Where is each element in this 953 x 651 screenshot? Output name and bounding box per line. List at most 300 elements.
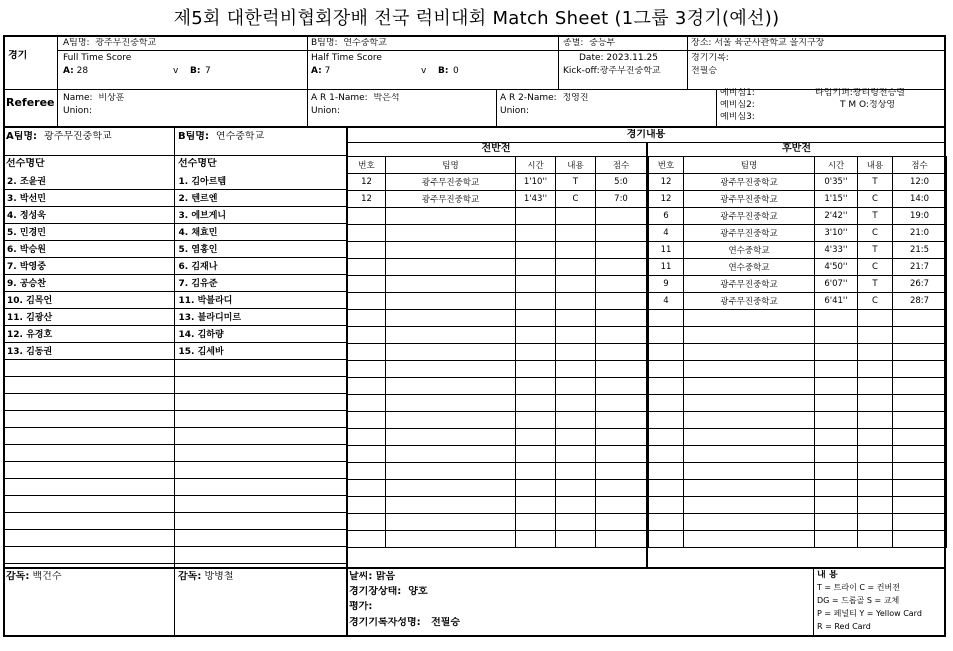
player-a (3, 461, 174, 478)
score-team (386, 378, 516, 395)
score-team (386, 497, 516, 514)
score-score: 12:0 (893, 174, 947, 191)
score-team (684, 412, 815, 429)
score-row (649, 412, 947, 429)
grid-header-cell: 팀명 (386, 157, 516, 174)
player-a (3, 495, 174, 512)
score-team: 광주무진중학교 (684, 191, 815, 208)
match-sheet: 제5회 대한럭비협회장배 전국 럭비대회 Match Sheet (1그룹 3경기(예선)) 경기 A팀명: 광주무진중학교 B팀명: 연수중학교 종별: 중등부 장소: 서울 육군사관학교 을지구장 Full Time Score A: 28 v B: 7 Half Time Score A: 7 v B: 0 Date: 2023.11.25 Kick-off:광주무진중학교 경기기록: 전필승 Referee Name: 비상훈 Union: A R 1-Name: 박은석 Union: A R 2-Name: 정영진 Union: 예비심1: 예비심2: 예비심3: 타임키퍼:광티링전승렬 T M O:정상영 A팀명: 광주무진중학교 B팀명: 연수중학교 선수명단 선수명단 2. 조윤권 1. 김아르템 3. 박선민 2. 텐르엔 4. 정성욱 3. 에브게니 5. 민경민 4. 채효민 6. 박승원 5. 염홍인 7. 박영중 6. 김재나 9. 공승찬 7. 김유준 10. 김목언 11. 박블라디 11. 김광산 13. 블라디미르 12. 유경호 14. 김하량 13. 김동권 15. 김세바 경기내용 전반전 후반전 번호 팀명 시간 내용 점수 12 광주무진중학교 1'10'' T 5:0 12 광주무진중학교 1'43'' C 7:0 번호 팀명 시간 내용 점수 12 광주무진중학교 0'35'' T 12:0 12 광주무진중학교 1'15'' C 14:0 6 광주무진중학교 2'42'' T 19:0 4 광주무진중학교 3'10'' C 21:0 11 연수중학교 4'33'' T 21:5 11 연수중학교 4'50'' C 21:7 9 광주무진중학교 6'07'' T 26:7 4 광주무진중학교 6'41'' C 28:7 감독: 백건수 감독: 방병철 날씨: 맑음 경기장상태: 양호 평가: 경기기록자성명: 전필승 내 용 T = 트라이 C = 컨버젼 DG = 드롭골 S = 교체 P = 페널티 Y = Yellow Card R = Red Card (0, 0, 953, 651)
tmo: T M O:정상영 (840, 100, 896, 110)
score-score (596, 344, 647, 361)
score-time (516, 225, 556, 242)
grid-header-cell: 번호 (348, 157, 386, 174)
score-no (348, 310, 386, 327)
score-score (596, 361, 647, 378)
score-team: 연수중학교 (684, 259, 815, 276)
ar1-name: 박은석 (373, 93, 400, 103)
player-row (3, 512, 346, 529)
score-score (893, 429, 947, 446)
score-no (348, 531, 386, 548)
score-row (649, 531, 947, 548)
score-no: 11 (649, 242, 684, 259)
score-time (516, 531, 556, 548)
score-time (815, 327, 858, 344)
score-no: 11 (649, 259, 684, 276)
score-team: 광주무진중학교 (386, 191, 516, 208)
grid-header-row (649, 157, 947, 174)
grid-header-cell: 시간 (516, 157, 556, 174)
score-row (649, 378, 947, 395)
score-team (386, 514, 516, 531)
score-type (858, 378, 893, 395)
score-type (556, 361, 596, 378)
player-row (3, 172, 346, 189)
player-b: 2. 텐르엔 (174, 189, 346, 206)
ar2-name: 정영진 (562, 93, 589, 103)
score-time (516, 259, 556, 276)
score-no (348, 259, 386, 276)
score-team (684, 514, 815, 531)
grid-header-cell: 내용 (858, 157, 893, 174)
score-score (893, 378, 947, 395)
score-no (348, 242, 386, 259)
score-type (556, 463, 596, 480)
score-team: 광주무진중학교 (684, 276, 815, 293)
player-b (174, 495, 346, 512)
score-no (348, 361, 386, 378)
score-score (893, 480, 947, 497)
player-a: 6. 박승원 (3, 240, 174, 257)
score-time: 6'07'' (815, 276, 858, 293)
score-no: 6 (649, 208, 684, 225)
score-team (386, 361, 516, 378)
player-a (3, 512, 174, 529)
score-team (386, 344, 516, 361)
score-no (649, 395, 684, 412)
score-score (893, 344, 947, 361)
player-row (3, 240, 346, 257)
score-team (386, 429, 516, 446)
score-team (684, 446, 815, 463)
score-score (596, 310, 647, 327)
first-half-table (347, 156, 647, 548)
score-row (348, 191, 647, 208)
score-score (893, 395, 947, 412)
score-time: 4'50'' (815, 259, 858, 276)
score-no (649, 480, 684, 497)
score-row (348, 497, 647, 514)
score-time (516, 344, 556, 361)
score-type (556, 242, 596, 259)
full-time-label: Full Time Score (63, 53, 132, 63)
score-score: 14:0 (893, 191, 947, 208)
score-score: 19:0 (893, 208, 947, 225)
score-type (858, 361, 893, 378)
score-no (348, 480, 386, 497)
reserve-referee-2: 예비심2: (720, 100, 755, 110)
player-b (174, 478, 346, 495)
score-score (596, 429, 647, 446)
score-team (684, 429, 815, 446)
grid-header-cell: 팀명 (684, 157, 815, 174)
score-team (386, 208, 516, 225)
score-score (596, 259, 647, 276)
player-row (3, 308, 346, 325)
player-a: 12. 유경호 (3, 325, 174, 342)
score-type (858, 531, 893, 548)
player-b (174, 376, 346, 393)
score-no (348, 225, 386, 242)
score-time: 1'15'' (815, 191, 858, 208)
player-b (174, 512, 346, 529)
score-score: 7:0 (596, 191, 647, 208)
score-score: 26:7 (893, 276, 947, 293)
score-row (348, 378, 647, 395)
score-time (516, 395, 556, 412)
score-row (649, 344, 947, 361)
score-score (893, 310, 947, 327)
a-team-label: A팀명: (63, 38, 90, 48)
score-row (348, 327, 647, 344)
score-no (348, 276, 386, 293)
coach-b: 방병철 (204, 571, 234, 582)
score-no (348, 497, 386, 514)
score-row (649, 361, 947, 378)
score-no (649, 412, 684, 429)
score-no (649, 463, 684, 480)
score-type (858, 446, 893, 463)
player-b: 15. 김세바 (174, 342, 346, 359)
score-type: C (556, 191, 596, 208)
score-row (348, 344, 647, 361)
score-row (348, 480, 647, 497)
legend-line: T = 트라이 C = 컨버젼 (817, 583, 900, 592)
player-b (174, 546, 346, 563)
score-no (649, 327, 684, 344)
score-type (556, 378, 596, 395)
score-no: 12 (348, 191, 386, 208)
player-b (174, 393, 346, 410)
score-type (556, 429, 596, 446)
player-row (3, 359, 346, 376)
score-team (386, 293, 516, 310)
player-b (174, 461, 346, 478)
score-type (556, 259, 596, 276)
score-score (596, 293, 647, 310)
score-no (649, 497, 684, 514)
b-team-name: 연수중학교 (343, 38, 387, 48)
score-score (893, 327, 947, 344)
score-score (596, 327, 647, 344)
score-no (348, 463, 386, 480)
score-score (596, 412, 647, 429)
score-row (649, 276, 947, 293)
score-time (516, 208, 556, 225)
score-no: 12 (649, 174, 684, 191)
score-team (684, 395, 815, 412)
player-row (3, 342, 346, 359)
score-type (556, 514, 596, 531)
player-a (3, 393, 174, 410)
score-score (596, 378, 647, 395)
score-type (556, 395, 596, 412)
player-b: 3. 에브게니 (174, 206, 346, 223)
score-no (649, 361, 684, 378)
score-type (556, 293, 596, 310)
score-team (386, 395, 516, 412)
score-score (893, 446, 947, 463)
score-score (596, 497, 647, 514)
grid-header-cell: 내용 (556, 157, 596, 174)
score-time (516, 361, 556, 378)
score-team: 광주무진중학교 (684, 225, 815, 242)
score-score (596, 276, 647, 293)
legend (817, 581, 922, 633)
score-time (815, 310, 858, 327)
player-a: 9. 공승찬 (3, 274, 174, 291)
kickoff-team: 광주무진중학교 (599, 66, 661, 76)
venue-label: 장소: (691, 38, 712, 48)
a-team-name: 광주무진중학교 (95, 38, 157, 48)
score-type (556, 276, 596, 293)
score-no (348, 446, 386, 463)
score-time (516, 480, 556, 497)
score-score (893, 361, 947, 378)
score-team (386, 480, 516, 497)
score-row (348, 293, 647, 310)
player-row (3, 495, 346, 512)
player-a (3, 410, 174, 427)
score-no (348, 208, 386, 225)
player-row (3, 546, 346, 563)
score-time (516, 327, 556, 344)
legend-line: R = Red Card (817, 622, 871, 631)
score-row (348, 310, 647, 327)
player-a: 3. 박선민 (3, 189, 174, 206)
score-team (684, 497, 815, 514)
score-no (348, 412, 386, 429)
player-row (3, 325, 346, 342)
player-row (3, 478, 346, 495)
score-no (348, 293, 386, 310)
referee-label: Referee (6, 96, 55, 109)
score-type (858, 514, 893, 531)
score-score (596, 480, 647, 497)
score-type (858, 310, 893, 327)
score-row (649, 514, 947, 531)
player-a (3, 359, 174, 376)
ht-a-score: 7 (324, 66, 331, 76)
score-row (348, 531, 647, 548)
score-score (596, 446, 647, 463)
player-b (174, 359, 346, 376)
player-row (3, 376, 346, 393)
score-no (649, 344, 684, 361)
ft-a-score: 28 (76, 66, 89, 76)
score-time (815, 446, 858, 463)
score-team (386, 463, 516, 480)
player-a: 11. 김광산 (3, 308, 174, 325)
score-type (556, 480, 596, 497)
score-time: 1'43'' (516, 191, 556, 208)
first-half-title: 전반전 (481, 143, 511, 154)
ar2-union: Union: (500, 106, 530, 116)
score-score: 21:5 (893, 242, 947, 259)
score-row (649, 293, 947, 310)
player-row (3, 427, 346, 444)
score-time (815, 429, 858, 446)
category-label: 종별: (563, 38, 584, 48)
score-time (815, 395, 858, 412)
score-row (649, 208, 947, 225)
referee-union: Union: (63, 106, 93, 116)
score-no: 12 (348, 174, 386, 191)
b-team-label: B팀명: (311, 38, 338, 48)
player-row (3, 461, 346, 478)
score-score (596, 395, 647, 412)
score-score (893, 497, 947, 514)
score-time (516, 242, 556, 259)
score-time (815, 361, 858, 378)
score-row (348, 429, 647, 446)
player-a (3, 546, 174, 563)
player-a: 7. 박영중 (3, 257, 174, 274)
player-row (3, 393, 346, 410)
score-time: 4'33'' (815, 242, 858, 259)
second-half-table (648, 156, 947, 548)
score-score (596, 225, 647, 242)
score-team (386, 446, 516, 463)
score-type: T (858, 174, 893, 191)
score-row (649, 242, 947, 259)
player-row (3, 257, 346, 274)
score-score (596, 463, 647, 480)
score-time (516, 446, 556, 463)
grid-header-cell: 번호 (649, 157, 684, 174)
score-row (348, 276, 647, 293)
score-type (556, 208, 596, 225)
score-row (348, 361, 647, 378)
score-score (893, 412, 947, 429)
score-team (386, 327, 516, 344)
coach-a: 백건수 (32, 571, 62, 582)
score-no (348, 514, 386, 531)
game-label: 경기 (8, 50, 28, 61)
score-score (893, 463, 947, 480)
score-type (858, 429, 893, 446)
score-score (596, 514, 647, 531)
score-score (893, 514, 947, 531)
score-team (684, 463, 815, 480)
score-type (556, 327, 596, 344)
player-a: 5. 민경민 (3, 223, 174, 240)
venue-value: 서울 육군사관학교 을지구장 (714, 38, 825, 48)
score-score: 28:7 (893, 293, 947, 310)
score-score (596, 242, 647, 259)
score-time (815, 463, 858, 480)
timekeeper: 타임키퍼:광티링전승렬 (815, 88, 905, 98)
score-type (858, 497, 893, 514)
score-type (556, 531, 596, 548)
score-time: 1'10'' (516, 174, 556, 191)
score-no (348, 395, 386, 412)
score-team (386, 225, 516, 242)
player-row (3, 410, 346, 427)
score-team (684, 310, 815, 327)
score-no (649, 310, 684, 327)
score-time (815, 531, 858, 548)
score-time (516, 514, 556, 531)
score-row (348, 174, 647, 191)
score-row (348, 242, 647, 259)
legend-line: P = 페널티 Y = Yellow Card (817, 609, 922, 618)
score-type: C (858, 259, 893, 276)
full-time-score: A: 28 v B: 7 (63, 66, 211, 76)
half-time-score: A: 7 v B: 0 (311, 66, 459, 76)
legend-title: 내 용 (817, 570, 838, 580)
score-row (348, 208, 647, 225)
team-b-name: 연수중학교 (215, 131, 265, 142)
record-label: 경기기록: (691, 53, 729, 63)
record-value: 전필승 (691, 66, 718, 76)
score-no (649, 446, 684, 463)
score-team (684, 327, 815, 344)
score-score (596, 208, 647, 225)
score-row (649, 497, 947, 514)
score-time (815, 497, 858, 514)
score-team (684, 480, 815, 497)
score-type (556, 225, 596, 242)
score-team: 광주무진중학교 (684, 174, 815, 191)
score-row (348, 259, 647, 276)
score-no: 4 (649, 225, 684, 242)
score-type (556, 446, 596, 463)
score-time (516, 276, 556, 293)
score-team: 광주무진중학교 (684, 208, 815, 225)
player-b: 13. 블라디미르 (174, 308, 346, 325)
score-row (649, 310, 947, 327)
score-team: 광주무진중학교 (386, 174, 516, 191)
score-team (386, 242, 516, 259)
player-b: 1. 김아르템 (174, 172, 346, 189)
score-no (649, 531, 684, 548)
referee-name: 비상훈 (98, 93, 125, 103)
player-row (3, 291, 346, 308)
grid-header-row (348, 157, 647, 174)
score-row (649, 225, 947, 242)
player-row (3, 189, 346, 206)
score-row (348, 463, 647, 480)
score-time (815, 378, 858, 395)
legend-line: DG = 드롭골 S = 교체 (817, 596, 900, 605)
player-row (3, 444, 346, 461)
score-no (348, 429, 386, 446)
player-a (3, 444, 174, 461)
score-team (684, 531, 815, 548)
score-time (516, 429, 556, 446)
player-b: 4. 채효민 (174, 223, 346, 240)
player-b: 6. 김재나 (174, 257, 346, 274)
player-row (3, 223, 346, 240)
category-value: 중등부 (589, 38, 616, 48)
player-a (3, 376, 174, 393)
player-a: 2. 조윤권 (3, 172, 174, 189)
score-time (516, 293, 556, 310)
grid-header-cell: 시간 (815, 157, 858, 174)
player-b: 11. 박블라디 (174, 291, 346, 308)
player-a (3, 529, 174, 546)
player-row (3, 529, 346, 546)
